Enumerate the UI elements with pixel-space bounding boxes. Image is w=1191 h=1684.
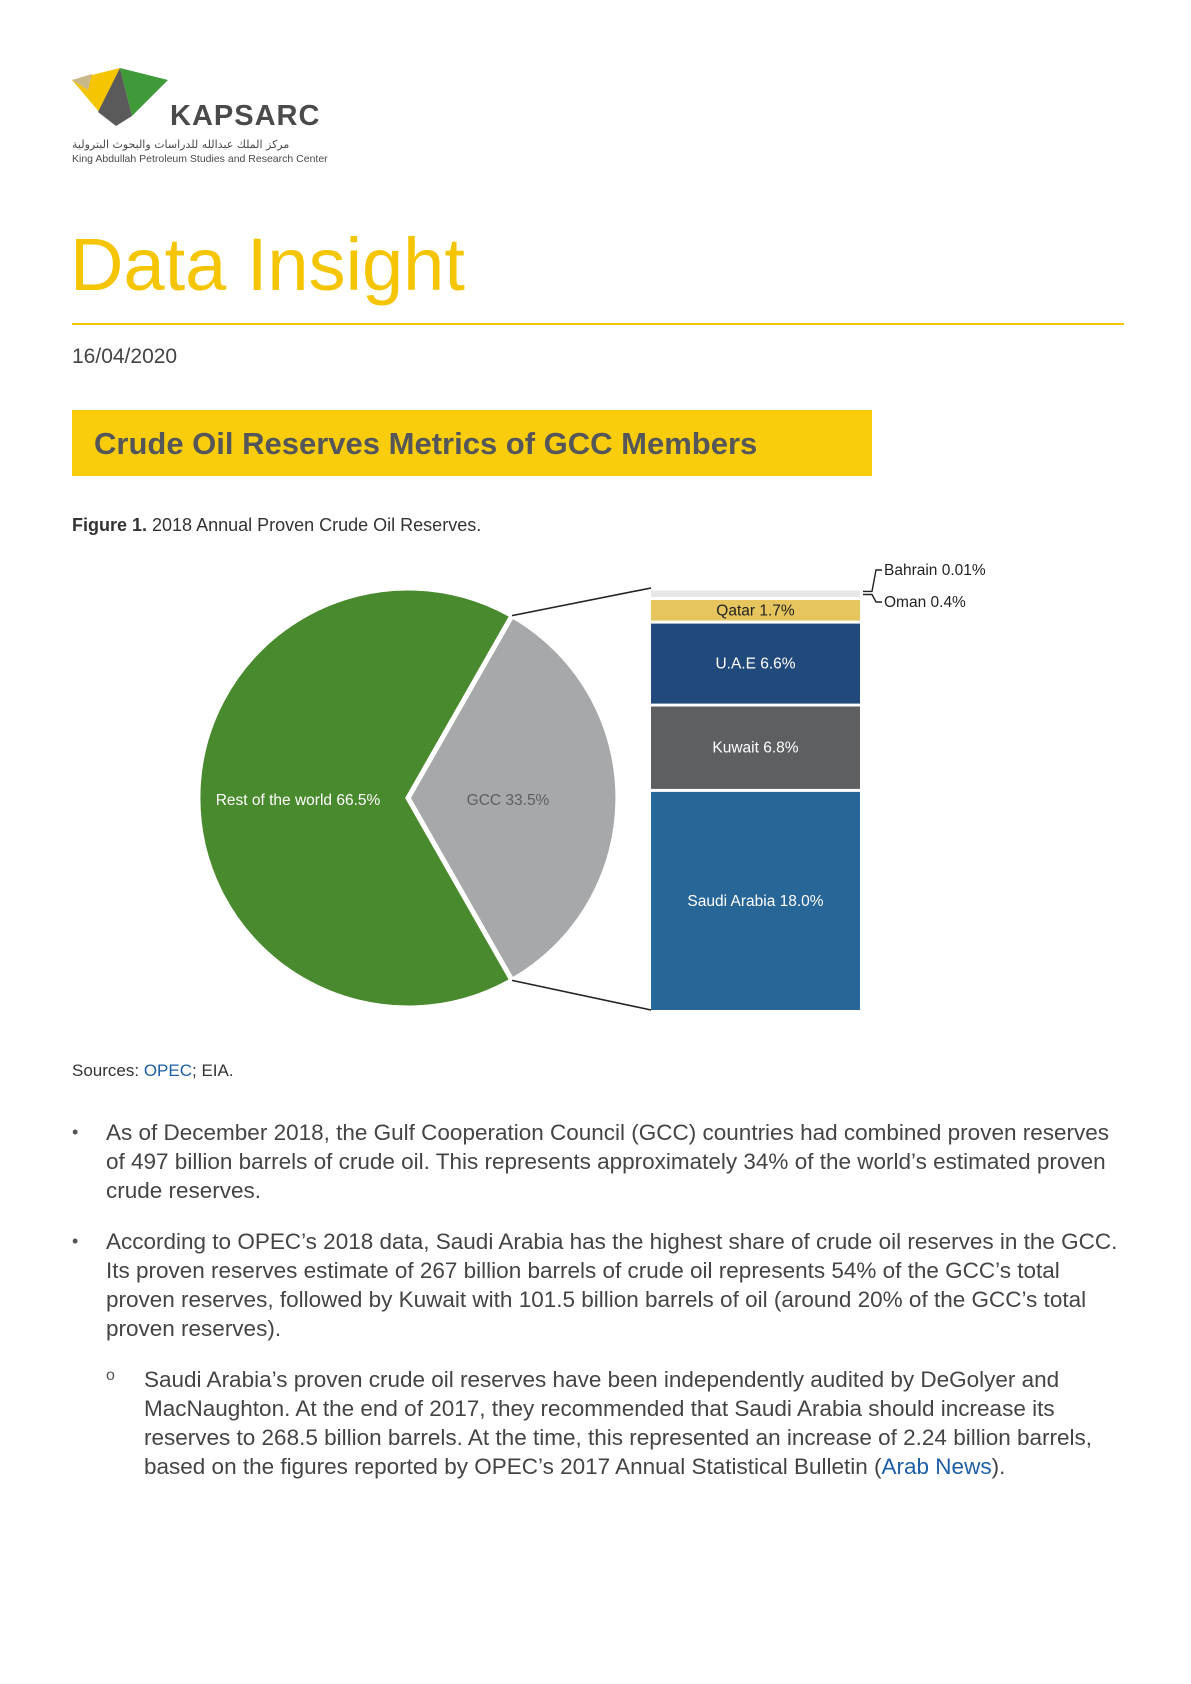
- figure-caption: [72, 515, 481, 536]
- list-item: [72, 1118, 1122, 1205]
- sources-line: [72, 1061, 234, 1081]
- section-banner: [72, 410, 872, 476]
- page-title: Data Insight: [70, 223, 465, 306]
- bar-label-saudi-arabia: Saudi Arabia 18.0%: [687, 893, 824, 910]
- bar-label-kuwait: Kuwait 6.8%: [712, 739, 799, 757]
- sub-bullet-suffix: ).: [991, 1454, 1006, 1479]
- kapsarc-logo: [70, 68, 370, 168]
- bar-label-oman: Oman 0.4%: [884, 594, 966, 611]
- sub-bullet-text: Saudi Arabia’s proven crude oil reserves have been independently audited by DeGolyer and MacNaughton. At the end of 2017, they recommended that Saudi Arabia should increase its reserves to 268.5 billion barrels. At the time, this represented an increase of 2.24 billion barrels, based on the figures reported by OPEC’s 2017 Annual Statistical Bulletin (: [144, 1367, 1093, 1479]
- sub-bullet-mark: o: [106, 1367, 115, 1384]
- bullet-list: [72, 1118, 1122, 1481]
- figure-caption-text: 2018 Annual Proven Crude Oil Reserves.: [147, 515, 482, 535]
- bar-label-u-a-e: U.A.E 6.6%: [715, 655, 796, 673]
- bar-segment-bahrain: [651, 591, 860, 593]
- bar-label-bahrain: Bahrain 0.01%: [884, 562, 986, 579]
- logo-english-name: King Abdullah Petroleum Studies and Research Center: [72, 153, 328, 165]
- bullet-text: As of December 2018, the Gulf Cooperation Council (GCC) countries had combined proven reserves of 497 billion barrels of crude oil. This represents approximately 34% of the world’s estimated proven crude reserves.: [106, 1120, 1109, 1203]
- pie-label-rest-of-world: Rest of the world 66.5%: [215, 792, 381, 809]
- section-heading: Crude Oil Reserves Metrics of GCC Members: [94, 426, 758, 461]
- sources-prefix: Sources:: [72, 1061, 144, 1080]
- opec-link[interactable]: OPEC: [143, 1061, 192, 1080]
- figure-label: Figure 1.: [72, 515, 148, 535]
- arab-news-link[interactable]: Arab News: [881, 1454, 992, 1479]
- reserves-chart: [0, 545, 1191, 1025]
- list-item: [72, 1227, 1122, 1343]
- logo-wordmark: KAPSARC: [170, 100, 321, 132]
- connector-line-bottom: [512, 980, 651, 1010]
- publication-date: 16/04/2020: [72, 345, 178, 368]
- bar-leader-oman: [863, 595, 882, 603]
- sources-suffix: ; EIA.: [192, 1061, 234, 1080]
- pie-label-gcc: GCC 33.5%: [466, 792, 550, 809]
- sub-list-item: [106, 1365, 1122, 1481]
- bullet-text: According to OPEC’s 2018 data, Saudi Arabia has the highest share of crude oil reserves in the GCC. Its proven reserves estimate of 267 billion barrels of crude oil represents 54% of the GCC’s total proven reserves, followed by Kuwait with 101.5 billion barrels of oil (around 20% of the GCC’s total proven reserves).: [106, 1229, 1118, 1341]
- bullet-mark: •: [72, 1231, 79, 1251]
- bullet-mark: •: [72, 1122, 79, 1142]
- bar-label-qatar: Qatar 1.7%: [716, 602, 795, 620]
- bar-leader-bahrain: [863, 570, 882, 591]
- connector-line-top: [512, 588, 651, 616]
- title-divider: [72, 323, 1124, 325]
- bar-segment-oman: [651, 592, 860, 597]
- kapsarc-logo-mark-icon: [70, 68, 170, 130]
- logo-arabic-name: مركز الملك عبدالله للدراسات والبحوث البترولية: [72, 138, 290, 151]
